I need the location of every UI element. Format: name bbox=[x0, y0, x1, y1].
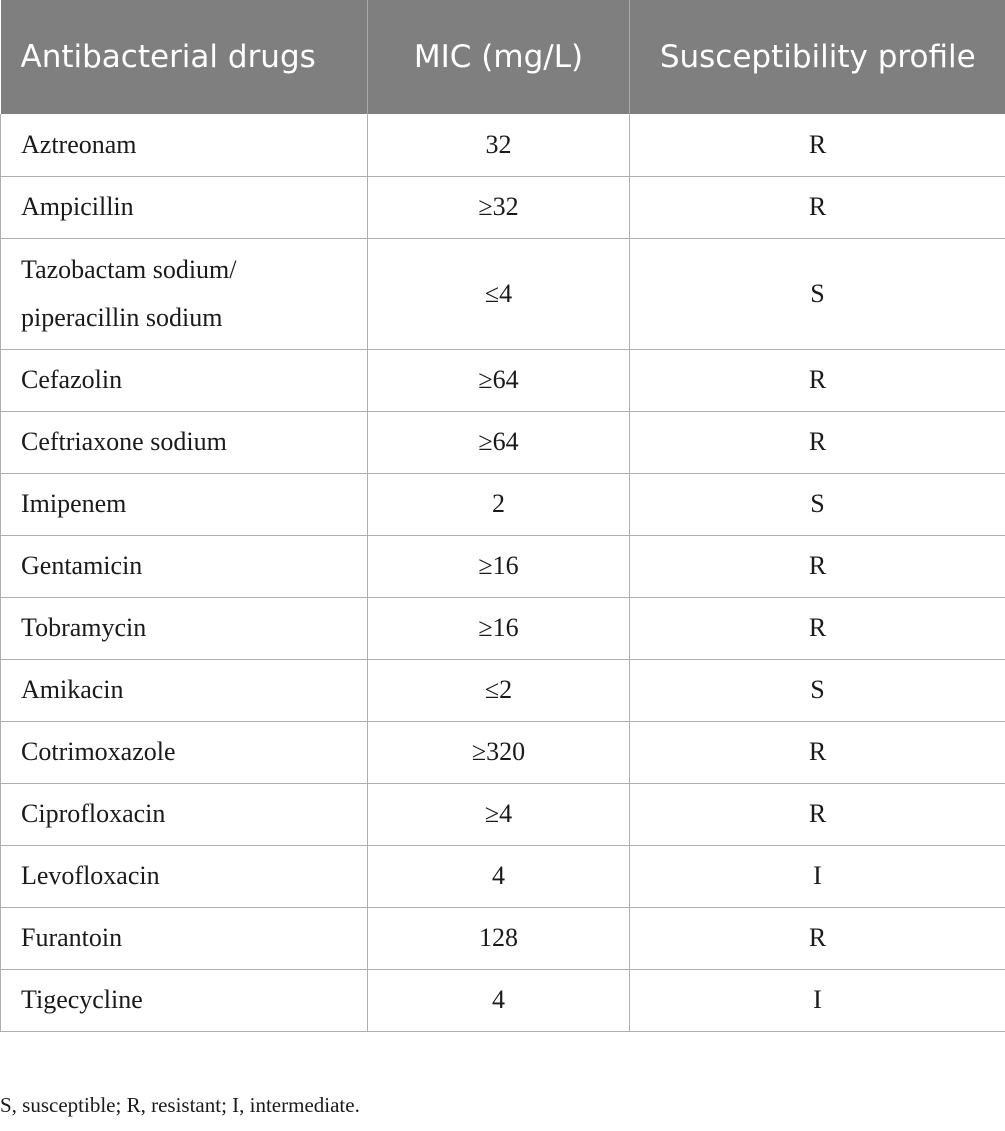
profile-cell: S bbox=[630, 238, 1005, 349]
profile-cell: I bbox=[630, 969, 1005, 1031]
profile-cell: S bbox=[630, 473, 1005, 535]
profile-cell: R bbox=[630, 114, 1005, 176]
table-row bbox=[1, 659, 1005, 721]
drug-cell: Cefazolin bbox=[1, 349, 368, 411]
mic-cell: 4 bbox=[368, 845, 630, 907]
mic-cell: ≥32 bbox=[368, 176, 630, 238]
drug-cell: Imipenem bbox=[1, 473, 368, 535]
profile-cell: R bbox=[630, 721, 1005, 783]
table-row bbox=[1, 238, 1005, 349]
mic-cell: ≤2 bbox=[368, 659, 630, 721]
drug-cell: Ciprofloxacin bbox=[1, 783, 368, 845]
table-footnote: S, susceptible; R, resistant; I, intermediate. bbox=[0, 1093, 360, 1117]
header-antibacterial-drugs: Antibacterial drugs bbox=[1, 0, 368, 114]
profile-cell: R bbox=[630, 907, 1005, 969]
drug-cell: Tazobactam sodium/ piperacillin sodium bbox=[1, 238, 368, 349]
profile-cell: S bbox=[630, 659, 1005, 721]
table-row bbox=[1, 597, 1005, 659]
drug-cell: Furantoin bbox=[1, 907, 368, 969]
table-row bbox=[1, 783, 1005, 845]
table-row bbox=[1, 907, 1005, 969]
table-body bbox=[1, 114, 1005, 1031]
mic-cell: 32 bbox=[368, 114, 630, 176]
table-row bbox=[1, 473, 1005, 535]
header-mic: MIC (mg/L) bbox=[368, 0, 630, 114]
drug-cell: Ampicillin bbox=[1, 176, 368, 238]
mic-cell: ≥16 bbox=[368, 597, 630, 659]
table-row bbox=[1, 721, 1005, 783]
table-row bbox=[1, 535, 1005, 597]
table-row bbox=[1, 969, 1005, 1031]
profile-cell: R bbox=[630, 349, 1005, 411]
drug-cell: Gentamicin bbox=[1, 535, 368, 597]
mic-cell: ≤4 bbox=[368, 238, 630, 349]
drug-cell: Aztreonam bbox=[1, 114, 368, 176]
drug-cell: Amikacin bbox=[1, 659, 368, 721]
drug-cell: Tobramycin bbox=[1, 597, 368, 659]
mic-cell: ≥4 bbox=[368, 783, 630, 845]
table-row bbox=[1, 411, 1005, 473]
header-row bbox=[1, 0, 1005, 114]
mic-cell: ≥64 bbox=[368, 349, 630, 411]
drug-cell: Ceftriaxone sodium bbox=[1, 411, 368, 473]
mic-cell: ≥320 bbox=[368, 721, 630, 783]
mic-cell: 2 bbox=[368, 473, 630, 535]
profile-cell: R bbox=[630, 411, 1005, 473]
table-header bbox=[1, 0, 1005, 114]
profile-cell: R bbox=[630, 783, 1005, 845]
mic-cell: 4 bbox=[368, 969, 630, 1031]
profile-cell: R bbox=[630, 176, 1005, 238]
table-row bbox=[1, 845, 1005, 907]
drug-cell: Levofloxacin bbox=[1, 845, 368, 907]
drug-cell: Tigecycline bbox=[1, 969, 368, 1031]
profile-cell: I bbox=[630, 845, 1005, 907]
profile-cell: R bbox=[630, 535, 1005, 597]
header-susceptibility-profile: Susceptibility profile bbox=[630, 0, 1005, 114]
mic-cell: 128 bbox=[368, 907, 630, 969]
table-row bbox=[1, 114, 1005, 176]
mic-cell: ≥16 bbox=[368, 535, 630, 597]
profile-cell: R bbox=[630, 597, 1005, 659]
table-row bbox=[1, 349, 1005, 411]
table-row bbox=[1, 176, 1005, 238]
drug-cell: Cotrimoxazole bbox=[1, 721, 368, 783]
mic-cell: ≥64 bbox=[368, 411, 630, 473]
